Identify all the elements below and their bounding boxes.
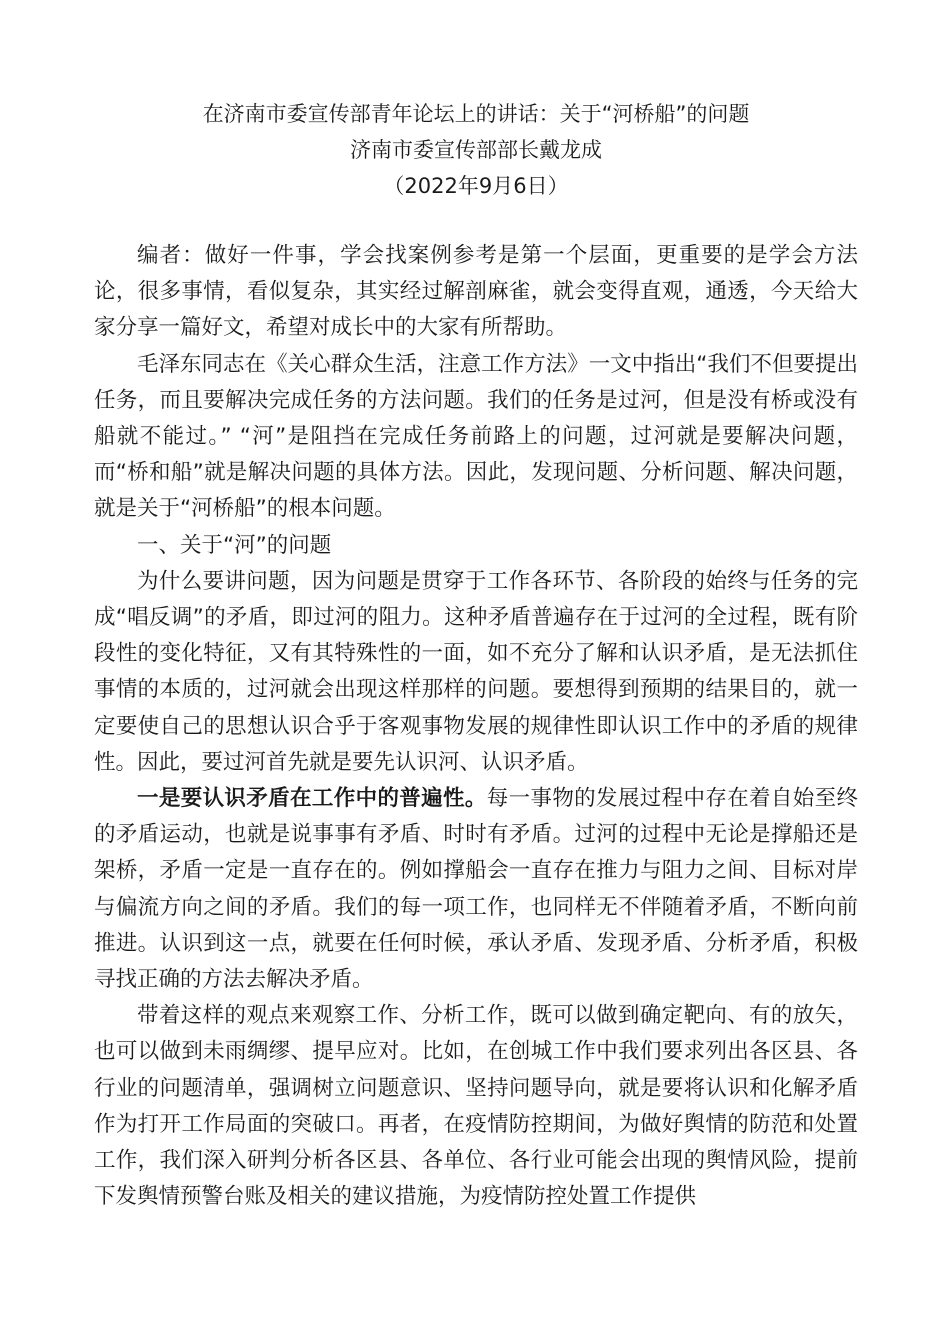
paragraph-mao-quote: 毛泽东同志在《关心群众生活，注意工作方法》一文中指出“我们不但要提出任务，而且要解决完成任务的方法问题。我们的任务是过河，但是没有桥或没有船就不能过。” “河”是阻挡在完成任务前路上的问题，过河就是要解决问题，而“桥和船”就是解决问题的具体方法。因此，发现问题、分析问题、解决问题，就是关于“河桥船”的根本问题。 (94, 351, 858, 522)
document-date: （2022年9月6日） (383, 174, 569, 198)
paragraph-why-problems: 为什么要讲问题，因为问题是贯穿于工作各环节、各阶段的始终与任务的完成“唱反调”的矛盾，即过河的阻力。这种矛盾普遍存在于过河的全过程，既有阶段性的变化特征，又有其特殊性的一面，如不充分了解和认识矛盾，是无法抓住事情的本质的，过河就会出现这样那样的问题。要想得到预期的结果目的，就一定要使自己的思想认识合乎于客观事物发展的规律性即认识工作中的矛盾的规律性。因此，要过河首先就是要先认识河、认识矛盾。 (94, 568, 858, 775)
title-block (94, 96, 858, 204)
document-author: 济南市委宣传部部长戴龙成 (350, 138, 602, 162)
paragraph-observation: 带着这样的观点来观察工作、分析工作，既可以做到确定靶向、有的放矢，也可以做到未雨绸缪、提早应对。比如，在创城工作中我们要求列出各区县、各行业的问题清单，强调树立问题意识、坚持问题导向，就是要将认识和化解矛盾作为打开工作局面的突破口。再者，在疫情防控期间，为做好舆情的防范和处置工作，我们深入研判分析各区县、各单位、各行业可能会出现的舆情风险，提前下发舆情预警台账及相关的建议措施，为疫情防控处置工作提供 (94, 1003, 858, 1210)
paragraph-editor-note: 编者：做好一件事，学会找案例参考是第一个层面，更重要的是学会方法论，很多事情，看似复杂，其实经过解剖麻雀，就会变得直观，通透，今天给大家分享一篇好文，希望对成长中的大家有所帮助。 (94, 243, 858, 341)
paragraph-universality: 一是要认识矛盾在工作中的普遍性。每一事物的发展过程中存在着自始至终的矛盾运动，也就是说事事有矛盾、时时有矛盾。过河的过程中无论是撑船还是架桥，矛盾一定是一直存在的。例如撑船会一直存在推力与阻力之间、目标对岸与偏流方向之间的矛盾。我们的每一项工作，也同样无不伴随着矛盾，不断向前推进。认识到这一点，就要在任何时候，承认矛盾、发现矛盾、分析矛盾，积极寻找正确的方法去解决矛盾。 (94, 786, 858, 993)
document-title: 在济南市委宣传部青年论坛上的讲话：关于“河桥船”的问题 (202, 102, 750, 126)
bold-lead-sentence: 一是要认识矛盾在工作中的普遍性。 (137, 786, 487, 812)
document-page (94, 96, 858, 1215)
section-heading-river: 一、关于“河”的问题 (137, 532, 332, 558)
